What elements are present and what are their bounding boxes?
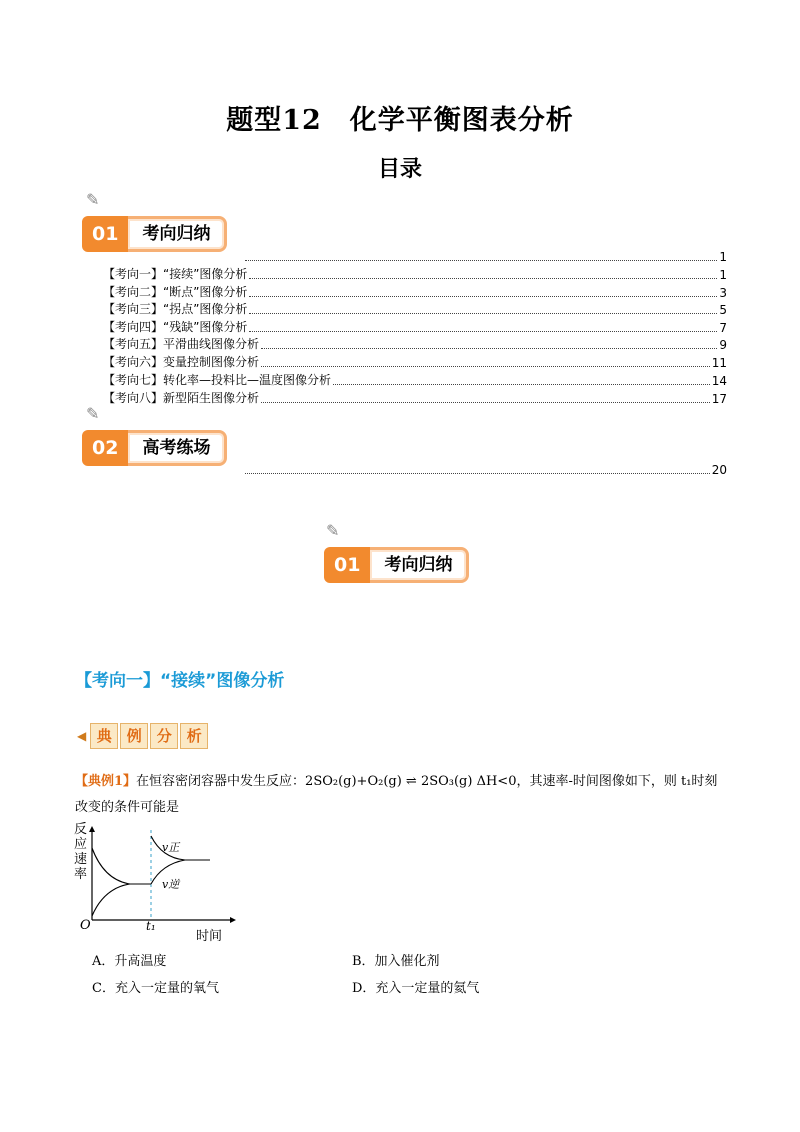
- reverse-curve-before: [92, 884, 130, 916]
- y-axis-label: 反 应 速 率: [74, 822, 88, 882]
- clip-icon: ✎: [86, 404, 100, 423]
- clip-icon: ✎: [326, 521, 340, 540]
- badge-label: 考向归纳: [370, 547, 469, 583]
- option-a[interactable]: A．升高温度: [92, 954, 167, 969]
- forward-curve-before: [92, 848, 151, 884]
- v-forward-label: v正: [162, 841, 180, 854]
- toc-entry[interactable]: 【考向七】转化率—投料比—温度图像分析 14: [103, 373, 727, 388]
- toc-entry[interactable]: 【考向八】新型陌生图像分析 17: [103, 391, 727, 406]
- toc-entry[interactable]: 20: [103, 461, 727, 477]
- option-b[interactable]: B．加入催化剂: [352, 954, 440, 969]
- toc-entry[interactable]: 1: [103, 248, 727, 264]
- badge-label: 考向归纳: [128, 216, 227, 252]
- page-title: 题型12 化学平衡图表分析: [226, 105, 574, 136]
- question-text: 【典例1】在恒容密闭容器中发生反应：2SO₂(g)+O₂(g) ⇌ 2SO₃(g) ΔH<0，其速率-时间图像如下，则 t₁时刻改变的条件可能是: [75, 774, 718, 815]
- badge-number: 02: [82, 430, 128, 466]
- origin-label: O: [80, 918, 91, 933]
- toc-entry[interactable]: 【考向五】平滑曲线图像分析 9: [103, 337, 727, 352]
- badge-number: 01: [324, 547, 370, 583]
- section-heading: 【考向一】“接续”图像分析: [75, 671, 285, 691]
- toc-entry[interactable]: 【考向六】变量控制图像分析 11: [103, 355, 727, 370]
- toc-entry[interactable]: 【考向三】“拐点”图像分析 5: [103, 302, 727, 317]
- badge-kaoxiang: [82, 190, 227, 252]
- v-reverse-label: v逆: [162, 878, 180, 891]
- t1-label: t₁: [146, 919, 156, 933]
- example-analysis-label: ◀ 典 例 分 析: [77, 723, 208, 749]
- badge-label: 高考练场: [128, 430, 227, 466]
- toc-title: 目录: [377, 157, 422, 182]
- forward-curve-after: [151, 836, 210, 860]
- option-c[interactable]: C．充入一定量的氧气: [92, 981, 219, 996]
- option-d[interactable]: D．充入一定量的氦气: [352, 981, 480, 996]
- toc-entry[interactable]: 【考向二】“断点”图像分析 3: [103, 285, 727, 300]
- toc-entry[interactable]: 【考向四】“残缺”图像分析 7: [103, 320, 727, 335]
- speaker-icon: ◀: [77, 729, 87, 743]
- badge-number: 01: [82, 216, 128, 252]
- badge-kaoxiang-section: [324, 521, 469, 583]
- clip-icon: ✎: [86, 190, 100, 209]
- question-tag: 【典例1】: [75, 774, 137, 789]
- toc-entry[interactable]: 【考向一】“接续”图像分析 1: [103, 267, 727, 282]
- x-axis-label: 时间: [196, 929, 223, 944]
